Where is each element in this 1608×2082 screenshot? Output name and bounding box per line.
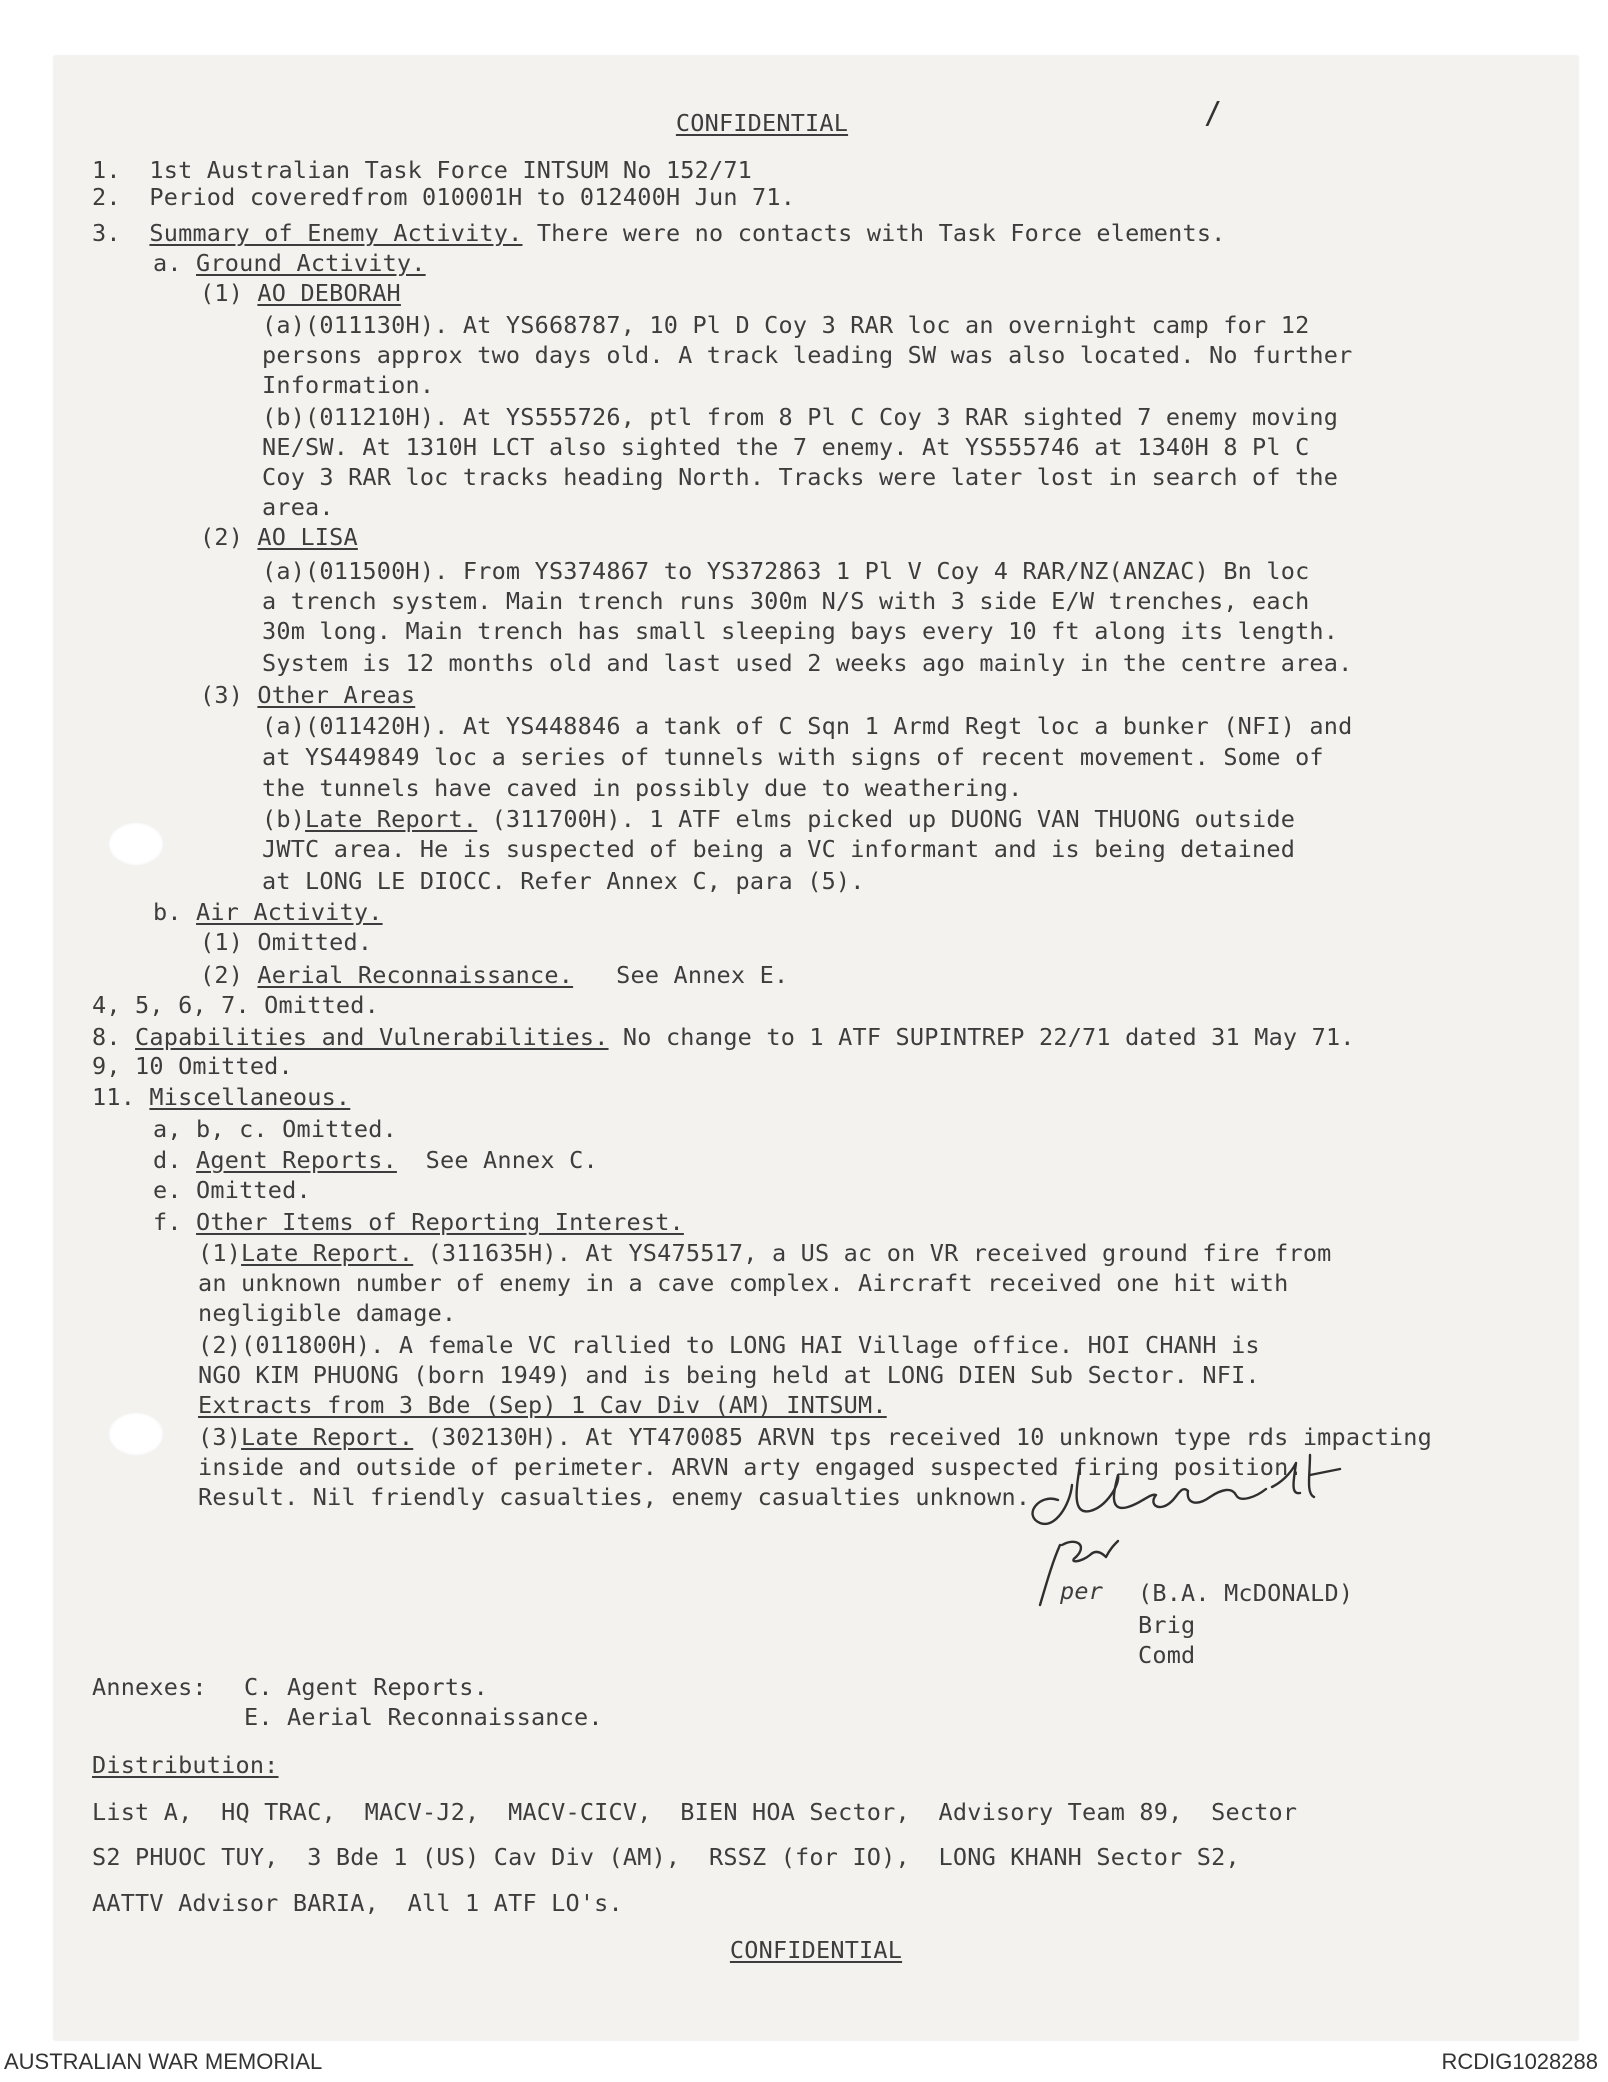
misc-d: d. Agent Reports. See Annex C.	[153, 1146, 598, 1174]
annexes-label: Annexes:	[92, 1673, 207, 1701]
ao-deborah-heading: (1) AO DEBORAH	[200, 279, 401, 307]
misc-heading: 11. Miscellaneous.	[92, 1083, 351, 1111]
misc-f3-line: (3)Late Report. (302130H). At YT470085 ARVN tps received 10 unknown type rds impacting	[198, 1423, 1432, 1451]
misc-abc: a, b, c. Omitted.	[153, 1115, 397, 1143]
item-3: 3. Summary of Enemy Activity. There were no contacts with Task Force elements.	[92, 219, 1226, 247]
deborah-b-line: Coy 3 RAR loc tracks heading North. Tracks were later lost in search of the	[262, 463, 1339, 491]
misc-f2-line: (2)(011800H). A female VC rallied to LONG HAI Village office. HOI CHANH is	[198, 1331, 1260, 1359]
air-item-1: (1) Omitted.	[200, 928, 373, 956]
signatory-name: (B.A. McDONALD)	[1138, 1579, 1354, 1607]
signatory-rank: Brig	[1138, 1611, 1196, 1639]
lisa-a-line: (a)(011500H). From YS374867 to YS372863 1 Pl V Coy 4 RAR/NZ(ANZAC) Bn loc	[262, 557, 1310, 585]
air-activity-heading: b. Air Activity.	[153, 898, 383, 926]
deborah-a-line: persons approx two days old. A track leading SW was also located. No further	[262, 341, 1353, 369]
annex-c: C. Agent Reports.	[244, 1673, 488, 1701]
deborah-a-line: (a)(011130H). At YS668787, 10 Pl D Coy 3 RAR loc an overnight camp for 12	[262, 311, 1310, 339]
punch-hole	[108, 822, 164, 866]
air-item-2: (2) Aerial Reconnaissance. See Annex E.	[200, 961, 789, 989]
other-b-line: (b)Late Report. (311700H). 1 ATF elms picked up DUONG VAN THUONG outside	[262, 805, 1296, 833]
item-8: 8. Capabilities and Vulnerabilities. No change to 1 ATF SUPINTREP 22/71 dated 31 May 71.	[92, 1023, 1355, 1051]
distribution-line: S2 PHUOC TUY, 3 Bde 1 (US) Cav Div (AM), RSSZ (for IO), LONG KHANH Sector S2,	[92, 1843, 1240, 1871]
signatory-role: Comd	[1138, 1641, 1196, 1669]
lisa-a-line: a trench system. Main trench runs 300m N/S with 3 side E/W trenches, each	[262, 587, 1310, 615]
other-b-line: at LONG LE DIOCC. Refer Annex C, para (5).	[262, 867, 865, 895]
distribution-line: List A, HQ TRAC, MACV-J2, MACV-CICV, BIEN HOA Sector, Advisory Team 89, Sector	[92, 1798, 1298, 1826]
archive-footer-left: AUSTRALIAN WAR MEMORIAL	[4, 2049, 323, 2074]
misc-f2-line: NGO KIM PHUONG (born 1949) and is being held at LONG DIEN Sub Sector. NFI.	[198, 1361, 1260, 1389]
distribution-line: AATTV Advisor BARIA, All 1 ATF LO's.	[92, 1889, 623, 1917]
ao-lisa-heading: (2) AO LISA	[200, 523, 358, 551]
other-b-line: JWTC area. He is suspected of being a VC informant and is being detained	[262, 835, 1296, 863]
classification-bottom: CONFIDENTIAL	[729, 1936, 903, 1964]
punch-hole	[108, 1412, 164, 1456]
signature-per: per	[1060, 1577, 1104, 1605]
archive-footer-right: RCDIG1028288	[1441, 2049, 1598, 2074]
lisa-a-line: 30m long. Main trench has small sleeping bays every 10 ft along its length.	[262, 617, 1339, 645]
handwritten-tick-mark: /	[1204, 96, 1223, 131]
distribution-heading: Distribution:	[92, 1751, 279, 1779]
ground-activity-heading: a. Ground Activity.	[153, 249, 426, 277]
item-1: 1. 1st Australian Task Force INTSUM No 152/71	[92, 156, 753, 184]
deborah-b-line: area.	[262, 493, 334, 521]
lisa-a-line: System is 12 months old and last used 2 weeks ago mainly in the centre area.	[262, 649, 1353, 677]
extracts-heading: Extracts from 3 Bde (Sep) 1 Cav Div (AM) INTSUM.	[198, 1391, 887, 1419]
other-a-line: the tunnels have caved in possibly due to weathering.	[262, 774, 1023, 802]
other-areas-heading: (3) Other Areas	[200, 681, 416, 709]
misc-f3-line: inside and outside of perimeter. ARVN arty engaged suspected firing position.	[198, 1453, 1303, 1481]
items-4-7: 4, 5, 6, 7. Omitted.	[92, 991, 379, 1019]
misc-f1-line: (1)Late Report. (311635H). At YS475517, a US ac on VR received ground fire from	[198, 1239, 1332, 1267]
deborah-a-line: Information.	[262, 371, 435, 399]
misc-f-heading: f. Other Items of Reporting Interest.	[153, 1208, 684, 1236]
misc-e: e. Omitted.	[153, 1176, 311, 1204]
item-2: 2. Period coveredfrom 010001H to 012400H Jun 71.	[92, 183, 796, 211]
classification-top: CONFIDENTIAL	[675, 109, 849, 137]
misc-f1-line: negligible damage.	[198, 1299, 457, 1327]
deborah-b-line: (b)(011210H). At YS555726, ptl from 8 Pl C Coy 3 RAR sighted 7 enemy moving	[262, 403, 1339, 431]
misc-f3-line: Result. Nil friendly casualties, enemy casualties unknown.	[198, 1483, 1031, 1511]
other-a-line: (a)(011420H). At YS448846 a tank of C Sqn 1 Armd Regt loc a bunker (NFI) and	[262, 712, 1353, 740]
other-a-line: at YS449849 loc a series of tunnels with signs of recent movement. Some of	[262, 743, 1324, 771]
items-9-10: 9, 10 Omitted.	[92, 1052, 293, 1080]
deborah-b-line: NE/SW. At 1310H LCT also sighted the 7 enemy. At YS555746 at 1340H 8 Pl C	[262, 433, 1310, 461]
misc-f1-line: an unknown number of enemy in a cave complex. Aircraft received one hit with	[198, 1269, 1289, 1297]
annex-e: E. Aerial Reconnaissance.	[244, 1703, 603, 1731]
